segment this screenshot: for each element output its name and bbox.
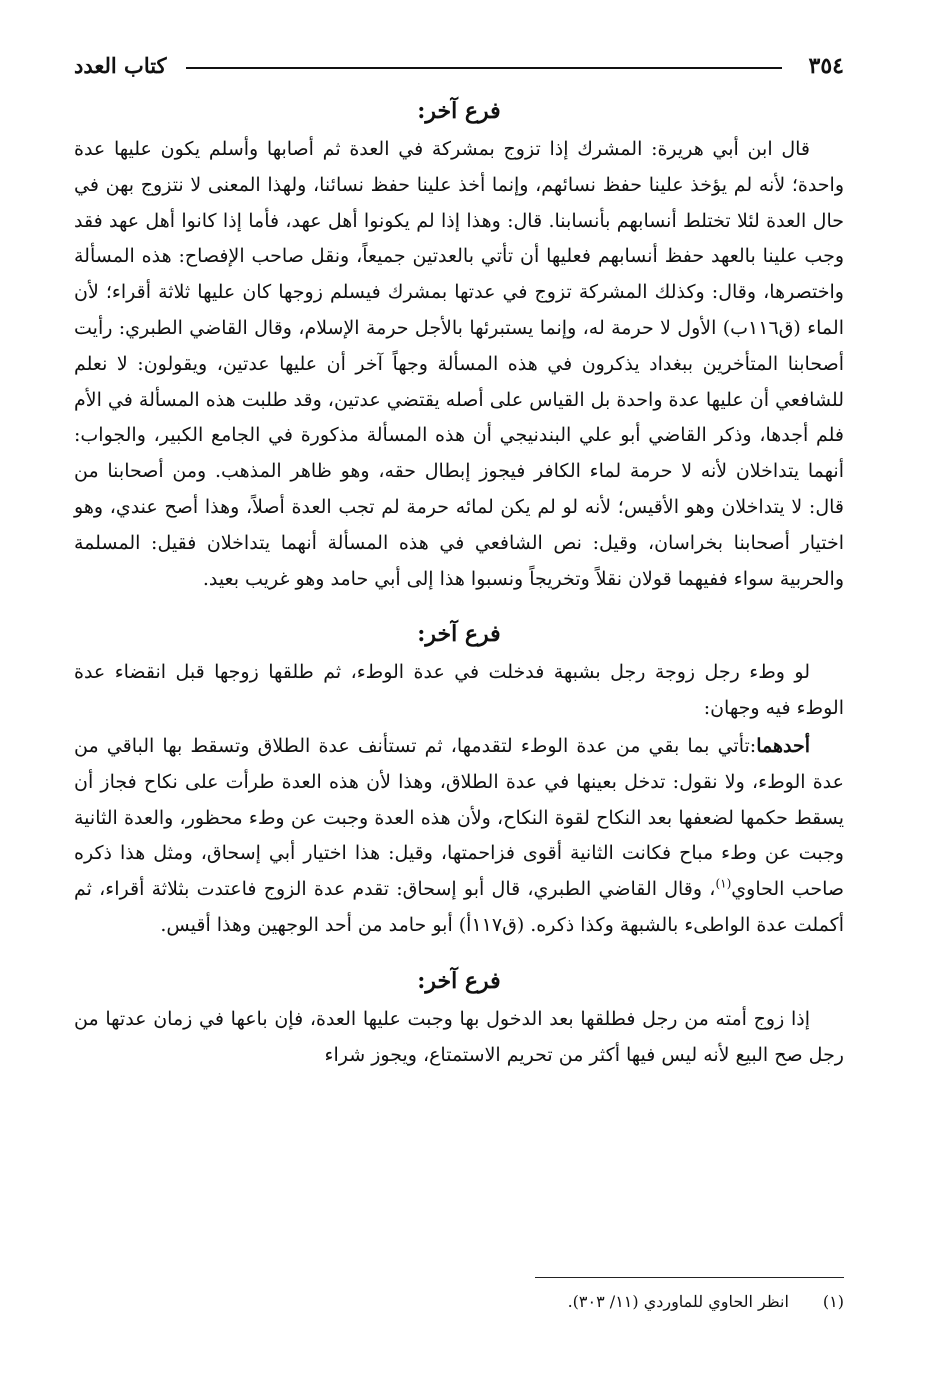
- header-rule: [186, 67, 782, 69]
- paragraph: قال ابن أبي هريرة: المشرك إذا تزوج بمشركة في العدة ثم أصابها وأسلم يكون عليها عدة واحدة؛ لأنه لم يؤخذ علينا حفظ نسائهم، وإنما أخذ علينا حفظ نسائنا، ولهذا المعنى لا نتزوج بهن في حال العدة لئلا تختلط أنسابهم بأنسابنا. قال: وهذا إذا لم يكونوا أهل عهد، فأما إذا كانوا أهل عهد فقد وجب علينا بالعهد حفظ أنسابهم فعليها أن تأتي بالعدتين جميعاً، ونقل صاحب الإفصاح: هذه المسألة واختصرها، وقال: وكذلك المشركة تزوج في عدتها بمشرك فيسلم زوجها كان عليها ثلاثة أقراء؛ لأن الماء (ق١١٦ب) الأول لا حرمة له، وإنما يستبرئها بالأجل حرمة الإسلام، وقال القاضي الطبري: رأيت أصحابنا المتأخرين ببغداد يذكرون في هذه المسألة وجهاً آخر أن عليها عدتين، ويقولون: لا نعلم للشافعي أن عليها عدة واحدة بل القياس على أصله يقتضي عدتين، وقد طلبت هذه المسألة في الأم فلم أجدها، وذكر القاضي أبو علي البندنيجي أن هذه المسألة مذكورة في الجامع الكبير، والجواب: أنهما يتداخلان لأنه لا حرمة لماء الكافر فيجوز إبطال حقه، وهو ظاهر المذهب. ومن أصحابنا من قال: لا يتداخلان وهو الأقيس؛ لأنه لو لم يكن لمائه حرمة لم تجب العدة أصلاً، وهذا أصح عندي، وهو اختيار أصحابنا بخراسان، وقيل: نص الشافعي في هذه المسألة أنهما يتداخلان فقيل: المسلمة والحربية سواء ففيهما قولان نقلاً وتخريجاً ونسبوا هذا إلى أبي حامد وهو غريب بعيد.: [74, 138, 844, 590]
- page-body: [74, 88, 844, 1073]
- paragraph-first-option: [74, 729, 844, 944]
- option-text: :تأتي بما بقي من عدة الوطء لتقدمها، ثم تستأنف عدة الطلاق وتسقط بها الباقي من عدة الوطء، ولا نقول: تدخل بعينها في عدة الطلاق، وهذا لأن هذه العدة طرأت على نكاح فجاز أن يسقط حكمها لضعفها بعد النكاح لقوة النكاح، ولأن هذه العدة وجبت عن وطء محظور، والعدة الثانية وجبت عن وطء مباح فكانت الثانية أقوى فزاحمتها، وقيل: هذا اختيار أبي إسحاق، ومثل هذا ذكره صاحب الحاوي: [74, 734, 844, 901]
- footnote-number: (١): [822, 1292, 844, 1311]
- option-text-continued: ، وقال القاضي الطبري، قال أبو إسحاق: تقدم عدة الزوج فاعتدت بثلاثة أقراء، ثم أكملت عدة الواطىء بالشبهة وكذا ذكره. (ق١١٧أ) أبو حامد من أحد الوجهين وهذا أقيس.: [74, 878, 844, 936]
- section-1: [74, 96, 844, 597]
- page-number: ٣٥٤: [808, 53, 844, 79]
- footnote-marker[interactable]: (١): [715, 876, 732, 891]
- option-lead: أحدهما: [756, 734, 810, 757]
- section-heading: فرع آخر:: [417, 98, 501, 124]
- footnote: [74, 1288, 844, 1316]
- section-3: [74, 966, 844, 1074]
- section-2: [74, 619, 844, 943]
- footnote-rule: [535, 1277, 844, 1278]
- running-header: [74, 48, 844, 88]
- footnote-text: انظر الحاوي للماوردي (١١/ ٣٠٣).: [567, 1292, 789, 1311]
- book-title: كتاب العدد: [74, 53, 167, 78]
- paragraph: لو وطء رجل زوجة رجل بشبهة فدخلت في عدة الوطء، ثم طلقها زوجها قبل انقضاء عدة الوطء فيه وجهان:: [74, 661, 844, 720]
- section-heading: فرع آخر:: [417, 967, 501, 994]
- section-heading: فرع آخر:: [417, 621, 501, 648]
- paragraph: إذا زوج أمته من رجل فطلقها بعد الدخول بها وجبت عليها العدة، فإن باعها في زمان عدتها من رجل صح البيع لأنه ليس فيها أكثر من تحريم الاستمتاع، ويجوز شراء: [74, 1007, 844, 1066]
